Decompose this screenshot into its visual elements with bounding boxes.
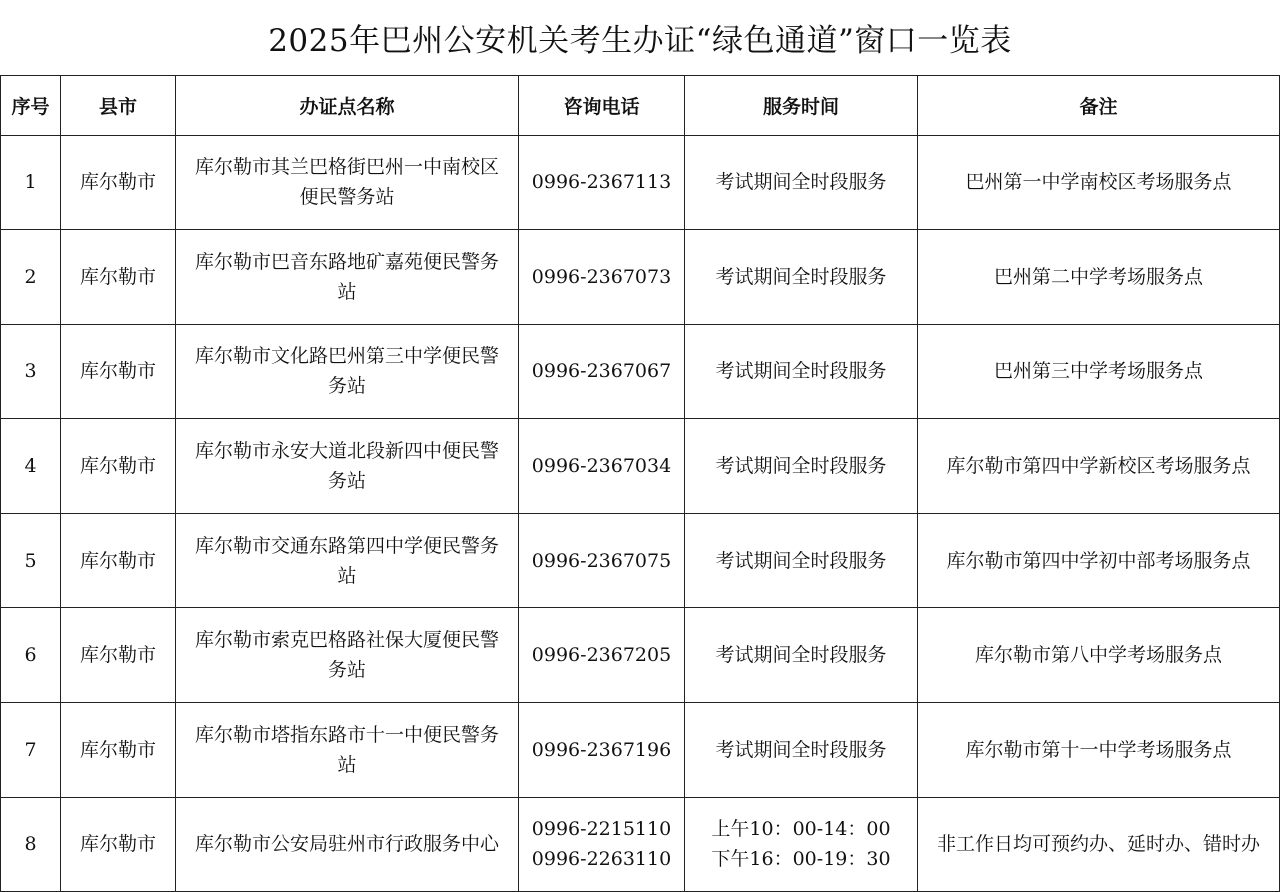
row-office-name bbox=[176, 419, 519, 514]
row-index: 7 bbox=[1, 703, 61, 798]
table-title: 2025年巴州公安机关考生办证“绿色通道”窗口一览表 bbox=[0, 0, 1280, 76]
phone-line1: 0996-2367073 bbox=[531, 265, 672, 288]
office-name-line2: 便民警务站 bbox=[299, 186, 395, 209]
table-row bbox=[1, 324, 1280, 419]
phone-line1: 0996-2367205 bbox=[531, 644, 672, 667]
row-service-time bbox=[685, 608, 918, 703]
row-office-name bbox=[176, 608, 519, 703]
row-remarks: 非工作日均可预约办、延时办、错时办 bbox=[918, 797, 1280, 892]
row-phone bbox=[519, 703, 685, 798]
row-phone bbox=[519, 230, 685, 325]
row-office-name bbox=[176, 703, 519, 798]
row-phone bbox=[519, 797, 685, 892]
row-county: 库尔勒市 bbox=[61, 230, 176, 325]
row-county: 库尔勒市 bbox=[61, 703, 176, 798]
row-county: 库尔勒市 bbox=[61, 797, 176, 892]
office-name-line2: 务站 bbox=[327, 375, 366, 398]
table-row bbox=[1, 513, 1280, 608]
phone-line1: 0996-2367075 bbox=[531, 549, 672, 572]
time-line1: 上午10：00-14：00 bbox=[711, 818, 891, 841]
office-name-line2: 站 bbox=[337, 564, 357, 587]
time-line1: 考试期间全时段服务 bbox=[715, 171, 887, 194]
office-name-line1: 库尔勒市其兰巴格街巴州一中南校区 bbox=[194, 156, 499, 179]
row-office-name bbox=[176, 797, 519, 892]
office-name-line1: 库尔勒市文化路巴州第三中学便民警 bbox=[194, 345, 499, 368]
row-phone bbox=[519, 513, 685, 608]
row-index: 2 bbox=[1, 230, 61, 325]
service-window-table bbox=[0, 76, 1280, 892]
row-remarks: 巴州第三中学考场服务点 bbox=[918, 324, 1280, 419]
time-line1: 考试期间全时段服务 bbox=[715, 360, 887, 383]
office-name-line1: 库尔勒市公安局驻州市行政服务中心 bbox=[194, 833, 499, 856]
header-remarks: 备注 bbox=[918, 76, 1280, 135]
office-name-line2: 站 bbox=[337, 280, 357, 303]
table-row bbox=[1, 703, 1280, 798]
row-office-name bbox=[176, 324, 519, 419]
office-name-line1: 库尔勒市永安大道北段新四中便民警 bbox=[194, 440, 499, 463]
row-index: 5 bbox=[1, 513, 61, 608]
table-row bbox=[1, 419, 1280, 514]
row-phone bbox=[519, 419, 685, 514]
phone-line1: 0996-2367034 bbox=[531, 455, 672, 478]
row-service-time bbox=[685, 324, 918, 419]
header-row bbox=[1, 76, 1280, 135]
row-index: 8 bbox=[1, 797, 61, 892]
row-service-time bbox=[685, 797, 918, 892]
row-remarks: 库尔勒市第八中学考场服务点 bbox=[918, 608, 1280, 703]
row-office-name bbox=[176, 513, 519, 608]
header-index: 序号 bbox=[1, 76, 61, 135]
row-county: 库尔勒市 bbox=[61, 135, 176, 230]
header-service-time: 服务时间 bbox=[685, 76, 918, 135]
office-name-line1: 库尔勒市交通东路第四中学便民警务 bbox=[194, 534, 499, 557]
row-service-time bbox=[685, 230, 918, 325]
phone-line1: 0996-2367113 bbox=[531, 171, 672, 194]
phone-line2: 0996-2263110 bbox=[531, 848, 672, 871]
row-office-name bbox=[176, 135, 519, 230]
table-row bbox=[1, 608, 1280, 703]
row-index: 3 bbox=[1, 324, 61, 419]
table-row bbox=[1, 135, 1280, 230]
row-phone bbox=[519, 324, 685, 419]
row-remarks: 库尔勒市第四中学初中部考场服务点 bbox=[918, 513, 1280, 608]
time-line1: 考试期间全时段服务 bbox=[715, 455, 887, 478]
row-remarks: 库尔勒市第十一中学考场服务点 bbox=[918, 703, 1280, 798]
phone-line1: 0996-2367067 bbox=[531, 360, 672, 383]
office-name-line1: 库尔勒市索克巴格路社保大厦便民警 bbox=[194, 629, 499, 652]
row-service-time bbox=[685, 135, 918, 230]
row-county: 库尔勒市 bbox=[61, 324, 176, 419]
office-name-line2: 务站 bbox=[327, 659, 366, 682]
table-row bbox=[1, 797, 1280, 892]
office-name-line1: 库尔勒市塔指东路市十一中便民警务 bbox=[194, 723, 499, 746]
office-name-line2: 务站 bbox=[327, 470, 366, 493]
office-name-line1: 库尔勒市巴音东路地矿嘉苑便民警务 bbox=[194, 250, 499, 273]
table-row bbox=[1, 230, 1280, 325]
time-line1: 考试期间全时段服务 bbox=[715, 265, 887, 288]
row-phone bbox=[519, 608, 685, 703]
row-county: 库尔勒市 bbox=[61, 608, 176, 703]
row-service-time bbox=[685, 703, 918, 798]
header-phone: 咨询电话 bbox=[519, 76, 685, 135]
time-line1: 考试期间全时段服务 bbox=[715, 738, 887, 761]
row-index: 6 bbox=[1, 608, 61, 703]
time-line2: 下午16：00-19：30 bbox=[711, 848, 891, 871]
row-remarks: 巴州第二中学考场服务点 bbox=[918, 230, 1280, 325]
office-name-line2: 站 bbox=[337, 753, 357, 776]
row-remarks: 库尔勒市第四中学新校区考场服务点 bbox=[918, 419, 1280, 514]
row-index: 1 bbox=[1, 135, 61, 230]
phone-line1: 0996-2215110 bbox=[531, 818, 672, 841]
row-county: 库尔勒市 bbox=[61, 419, 176, 514]
time-line1: 考试期间全时段服务 bbox=[715, 644, 887, 667]
header-office-name: 办证点名称 bbox=[176, 76, 519, 135]
time-line1: 考试期间全时段服务 bbox=[715, 549, 887, 572]
row-county: 库尔勒市 bbox=[61, 513, 176, 608]
row-service-time bbox=[685, 513, 918, 608]
row-phone bbox=[519, 135, 685, 230]
row-service-time bbox=[685, 419, 918, 514]
row-office-name bbox=[176, 230, 519, 325]
row-remarks: 巴州第一中学南校区考场服务点 bbox=[918, 135, 1280, 230]
phone-line1: 0996-2367196 bbox=[531, 738, 672, 761]
header-county: 县市 bbox=[61, 76, 176, 135]
row-index: 4 bbox=[1, 419, 61, 514]
